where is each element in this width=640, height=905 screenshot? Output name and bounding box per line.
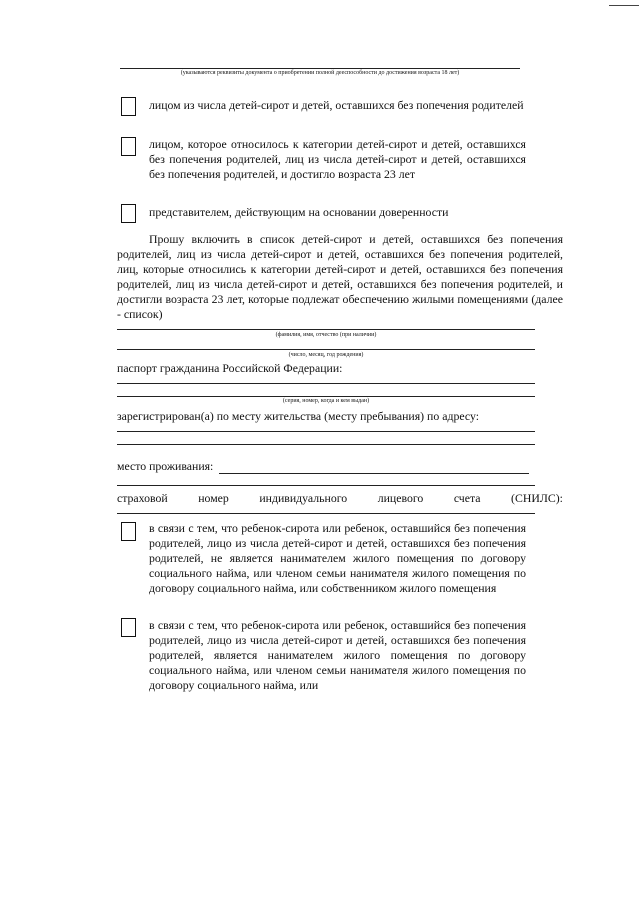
request-paragraph: Прошу включить в список детей-сирот и детей, оставшихся без попечения родителей, лиц из числа детей-сирот и детей, оставшихся без попечения родителей, лиц, которые относились к категории детей-сирот и детей, оставшихся без попечения родителей, лиц из числа детей-сирот и детей, оставшихся без попечения родителей, и достигли возраста 23 лет, которые подлежат обеспечению жилыми помещениями (далее - список) <box>117 232 563 321</box>
option-over23-text: лицом, которое относилось к категории детей-сирот и детей, оставшихся без попечения родителей, лиц из числа детей-сирот и детей, оставшихся без попечения родителей, и достигло возраста 23 лет <box>149 137 526 181</box>
snils-word: (СНИЛС): <box>511 491 563 505</box>
option-over23-checkbox[interactable] <box>121 137 136 156</box>
passport-line-1[interactable] <box>117 383 535 384</box>
option-orphan-text: лицом из числа детей-сирот и детей, оставшихся без попечения родителей <box>149 98 524 112</box>
residence-line-2[interactable] <box>117 485 535 486</box>
registration-label: зарегистрирован(а) по месту жительства (месту пребывания) по адресу: <box>117 409 479 423</box>
snils-label <box>117 491 563 506</box>
snils-word: счета <box>453 491 481 505</box>
housing-tenant-text: в связи с тем, что ребенок-сирота или ребенок, оставшийся без попечения родителей, лицо из числа детей-сирот и детей, оставшихся без попечения родителей, является нанимателем жилого помещения по договору социального найма, или членом семьи нанимателя жилого помещения по договору социального найма, или <box>149 618 526 692</box>
registration-line-2[interactable] <box>117 444 535 445</box>
housing-not-tenant-text: в связи с тем, что ребенок-сирота или ребенок, оставшийся без попечения родителей, лицо из числа детей-сирот и детей, оставшихся без попечения родителей, не является нанимателем жилого помещения по договору социального найма, или членом семьи нанимателя жилого помещения по договору социального найма, или собственником жилого помещения <box>149 521 526 595</box>
snils-word: лицевого <box>377 491 424 505</box>
residence-label: место проживания: <box>117 459 214 473</box>
housing-not-tenant-checkbox[interactable] <box>121 522 136 541</box>
scan-corner-mark <box>609 5 639 6</box>
name-line[interactable] <box>117 329 535 330</box>
housing-tenant-checkbox[interactable] <box>121 618 136 637</box>
name-caption: (фамилия, имя, отчество (при наличии) <box>275 332 377 338</box>
option-representative-text: представителем, действующим на основании доверенности <box>149 205 449 219</box>
option-representative-checkbox[interactable] <box>121 204 136 223</box>
snils-word: страховой <box>117 491 168 505</box>
snils-line[interactable] <box>117 513 535 514</box>
birth-date-line[interactable] <box>117 349 535 350</box>
option-orphan-checkbox[interactable] <box>121 97 136 116</box>
requisites-caption: (указываются реквизиты документа о приобретении полной дееспособности до достижения возраста 18 лет) <box>180 70 460 76</box>
residence-line[interactable] <box>219 473 529 474</box>
passport-line-2[interactable] <box>117 396 535 397</box>
birth-date-caption: (число, месяц, год рождения) <box>288 352 364 358</box>
registration-line-1[interactable] <box>117 431 535 432</box>
snils-word: номер <box>198 491 229 505</box>
requisites-line <box>120 68 520 69</box>
passport-label: паспорт гражданина Российской Федерации: <box>117 361 343 375</box>
snils-word: индивидуального <box>259 491 348 505</box>
passport-caption: (серия, номер, когда и кем выдан) <box>282 398 370 404</box>
